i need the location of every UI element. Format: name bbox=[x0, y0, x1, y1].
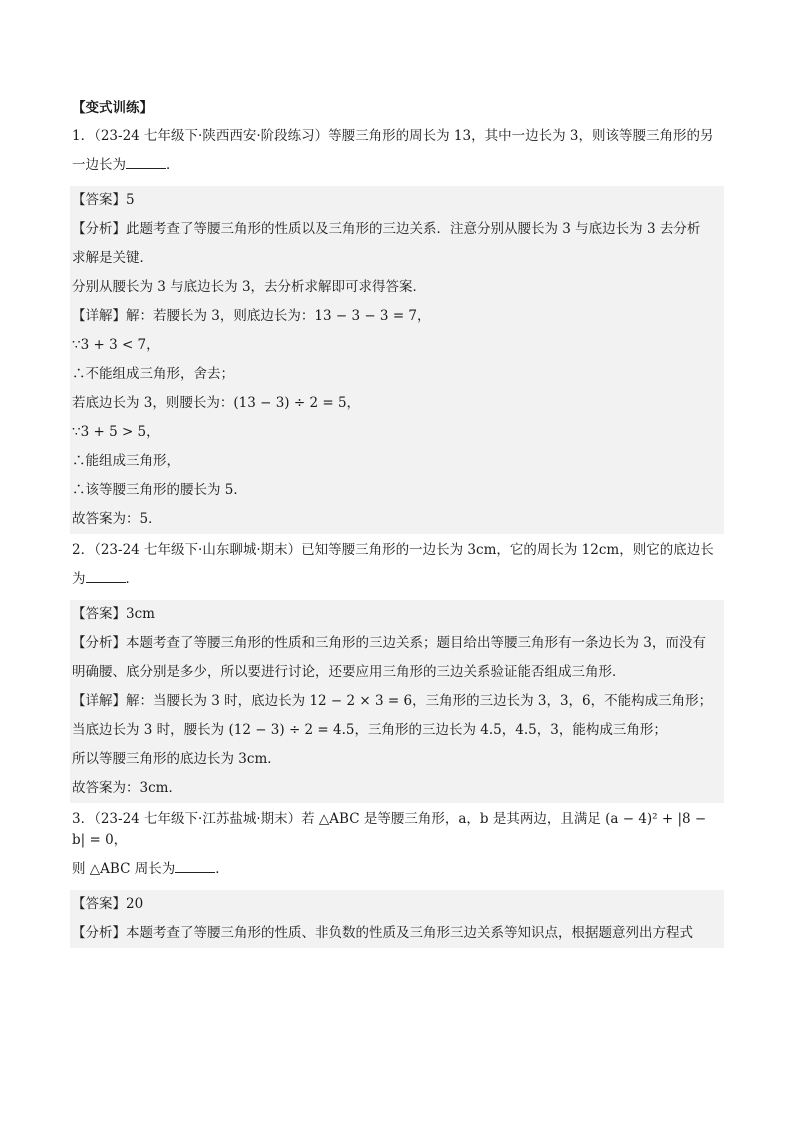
blank-suffix: ． bbox=[125, 571, 139, 587]
solution-line: ∵3 + 5 > 5， bbox=[72, 424, 160, 440]
solution-block-1 bbox=[70, 186, 724, 534]
solution-line: 当底边长为 3 时，腰长为 (12 − 3) ÷ 2 = 4.5，三角形的三边长为 4.5，4.5，3，能构成三角形； bbox=[72, 722, 667, 738]
question-line: 2．（23-24 七年级下·山东聊城·期末）已知等腰三角形的一边长为 3cm，它的周长为 12cm，则它的底边长 bbox=[72, 542, 714, 558]
question-line bbox=[70, 855, 724, 884]
problem-3 bbox=[70, 805, 724, 884]
answer-blank bbox=[126, 156, 166, 169]
problem-1 bbox=[70, 122, 724, 180]
question-text: 一边长为 bbox=[72, 157, 126, 173]
question-line: 1．（23-24 七年级下·陕西西安·阶段练习）等腰三角形的周长为 13，其中一边长为 3，则该等腰三角形的另 bbox=[72, 128, 714, 144]
solution-line: 明确腰、底分别是多少，所以要进行讨论，还要应用三角形的三边关系验证能否组成三角形． bbox=[72, 664, 626, 680]
solution-block-2 bbox=[70, 600, 724, 803]
question-text: 则 △ABC 周长为 bbox=[72, 861, 176, 877]
solution-line: 【详解】解：若腰长为 3，则底边长为：13 − 3 − 3 = 7， bbox=[72, 308, 431, 324]
solution-line: 【答案】20 bbox=[72, 896, 144, 912]
question-line bbox=[70, 151, 724, 180]
section-title: 【变式训练】 bbox=[72, 100, 153, 116]
solution-line: 分别从腰长为 3 与底边长为 3，去分析求解即可求得答案． bbox=[72, 279, 427, 295]
solution-line: ∴该等腰三角形的腰长为 5． bbox=[72, 482, 247, 498]
answer-blank bbox=[86, 570, 126, 583]
solution-line: 【分析】此题考查了等腰三角形的性质以及三角形的三边关系．注意分别从腰长为 3 与底边长为 3 去分析 bbox=[72, 221, 701, 237]
solution-line: 【分析】本题考查了等腰三角形的性质和三角形的三边关系；题目给出等腰三角形有一条边长为 3，而没有 bbox=[72, 635, 706, 651]
question-text: 为 bbox=[72, 571, 86, 587]
blank-suffix: ． bbox=[215, 861, 229, 877]
document-page bbox=[70, 92, 724, 948]
solution-block-3 bbox=[70, 890, 724, 948]
solution-line: 所以等腰三角形的底边长为 3cm． bbox=[72, 751, 281, 767]
question-line bbox=[70, 565, 724, 594]
solution-line: 【分析】本题考查了等腰三角形的性质、非负数的性质及三角形三边关系等知识点，根据题意列出方程式 bbox=[72, 925, 693, 941]
problem-2 bbox=[70, 536, 724, 594]
solution-line: ∴能组成三角形， bbox=[72, 453, 180, 469]
blank-suffix: ． bbox=[166, 157, 180, 173]
solution-line: 若底边长为 3，则腰长为：(13 − 3) ÷ 2 = 5， bbox=[72, 395, 361, 411]
solution-line: 故答案为：5． bbox=[72, 511, 162, 527]
question-line: 3．（23-24 七年级下·江苏盐城·期末）若 △ABC 是等腰三角形，a，b 是其两边，且满足 (a − 4)² + |8 − b| = 0， bbox=[72, 811, 707, 848]
solution-line: 求解是关键． bbox=[72, 250, 153, 266]
solution-line: 故答案为：3cm． bbox=[72, 780, 182, 796]
solution-line: 【答案】5 bbox=[72, 192, 135, 208]
answer-blank bbox=[175, 860, 215, 873]
solution-line: ∵3 + 3 < 7， bbox=[72, 337, 160, 353]
solution-line: 【详解】解：当腰长为 3 时，底边长为 12 − 2 × 3 = 6，三角形的三边长为 3，3，6，不能构成三角形； bbox=[72, 693, 713, 709]
solution-line: ∴不能组成三角形，舍去； bbox=[72, 366, 234, 382]
solution-line: 【答案】3cm bbox=[72, 606, 155, 622]
